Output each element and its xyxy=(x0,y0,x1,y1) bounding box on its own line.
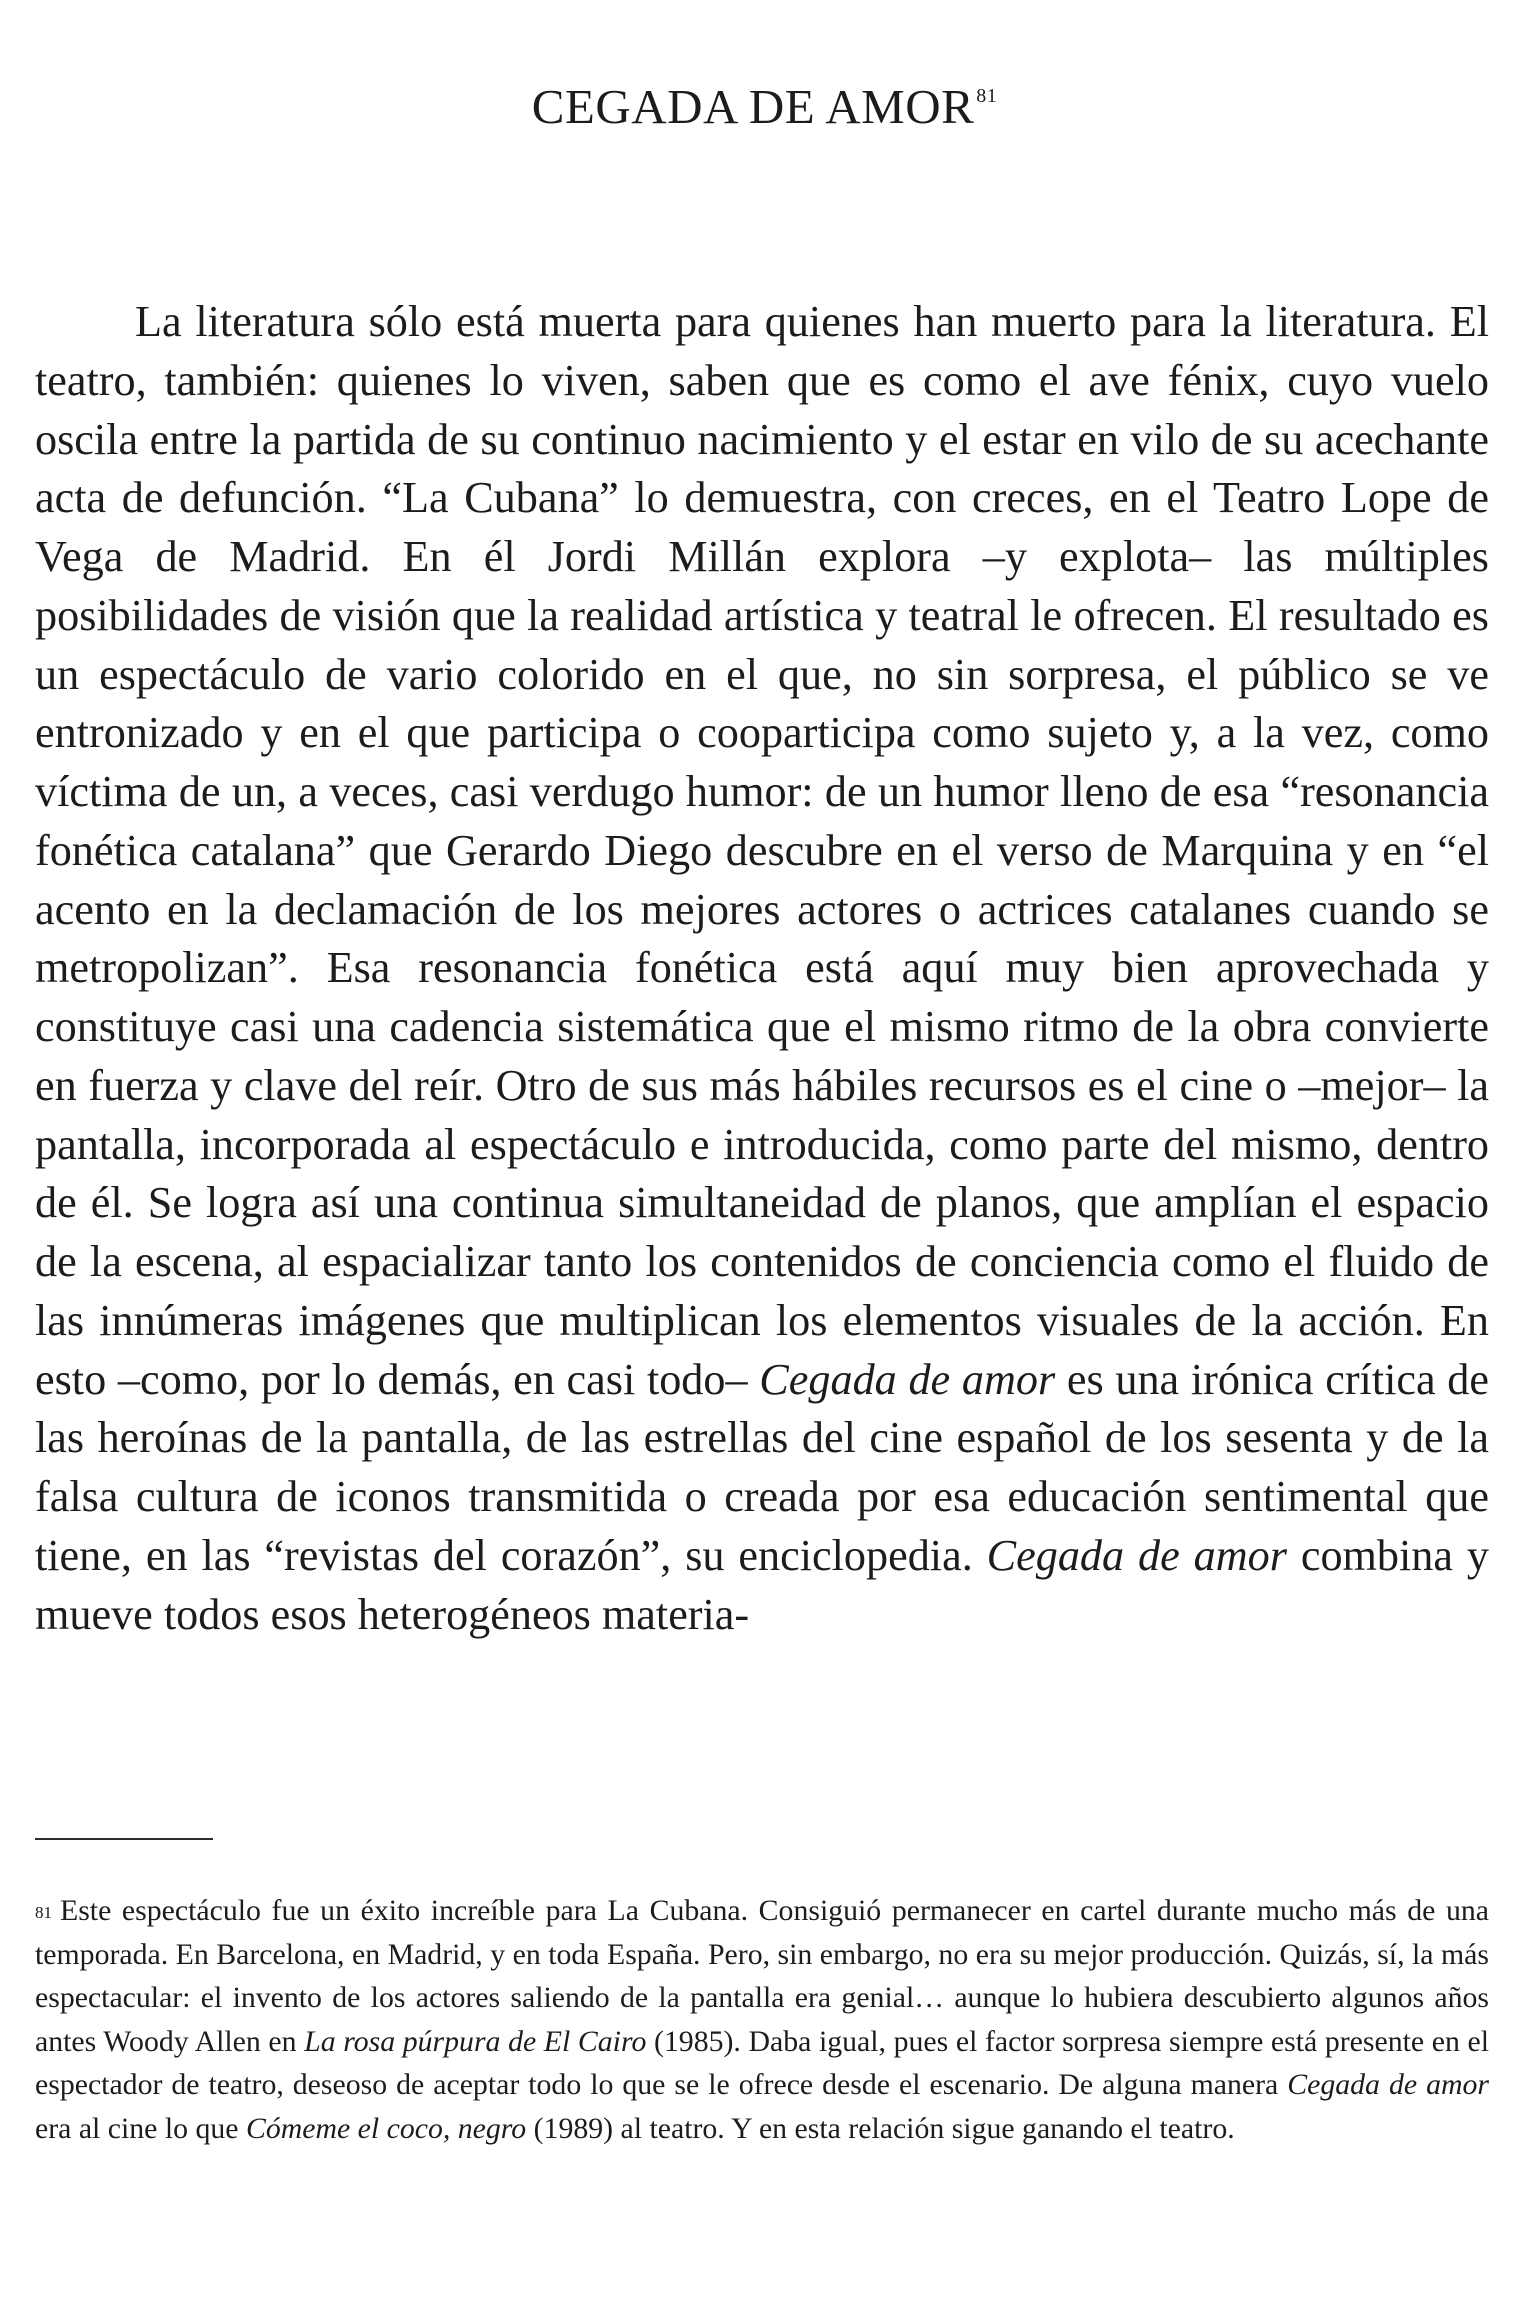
body-text-run: La literatura sólo está muerta para quienes han muerto para la literatura. El teatro, también: quienes lo viven, saben que es como el ave fénix, cuyo vuelo oscila entre la partida de su continuo nacimiento y el estar en vilo de su acechante acta de defunción. “La Cubana” lo demuestra, con creces, en el Teatro Lope de Vega de Madrid. En él Jordi Millán explora –y explota– las múltiples posibilidades de visión que la realidad artística y teatral le ofrecen. El resultado es un espectáculo de vario colorido en el que, no sin sorpresa, el público se ve entronizado y en el que participa o cooparticipa como sujeto y, a la vez, como víctima de un, a veces, casi verdugo humor: de un humor lleno de esa “resonancia fonética catalana” que Gerardo Diego descubre en el verso de Marquina y en “el acento en la declamación de los mejores actores o actrices catalanes cuando se metropolizan”. Esa resonancia fonética está aquí muy bien aprovechada y constituye casi una cadencia sistemática que el mismo ritmo de la obra convierte en fuerza y clave del reír. Otro de sus más hábiles recursos es el cine o –mejor– la pantalla, incorporada al espectáculo e introducida, como parte del mismo, dentro de él. Se logra así una continua simultaneidad de planos, que amplían el espacio de la escena, al espacializar tanto los contenidos de conciencia como el fluido de las innúmeras imágenes que multiplican los elementos visuales de la acción. En esto –como, por lo demás, en casi todo– xyxy=(35,297,1489,1404)
film-title-italic: La rosa púrpura de El Cairo xyxy=(304,2024,647,2058)
body-paragraph xyxy=(35,293,1489,1644)
work-title-italic: Cegada de amor xyxy=(986,1530,1287,1580)
chapter-title-text: CEGADA DE AMOR xyxy=(531,79,975,134)
footnote-text-run: Este espectáculo fue un éxito increíble para La Cubana. Consiguió permanecer en cartel durante mucho más de una temporada. En Barcelona, en Madrid, y en toda España. Pero, sin embargo, no era su mejor producción. Quizás, sí, la más espectacular: el invento de los actores saliendo de la pantalla era genial… aunque lo hubiera descubierto algunos años antes Woody Allen en xyxy=(35,1894,1489,2058)
work-title-italic: Cegada de amor xyxy=(1287,2068,1489,2101)
work-title-italic: Cegada de amor xyxy=(759,1354,1056,1404)
footnote-text-run: (1989) al teatro. Y en esta relación sigue ganando el teatro. xyxy=(526,2111,1235,2145)
footnote-divider xyxy=(35,1838,213,1840)
footnote-text-run: era al cine lo que xyxy=(35,2111,246,2145)
body-text-run: es una irónica crítica de las heroínas de la pantalla, de las estrellas del cine español de los sesenta y de la falsa cultura de iconos transmitida o creada por esa educación sentimental que tiene, en las “revistas del corazón”, su enciclopedia. xyxy=(35,1354,1489,1580)
footnote-paragraph xyxy=(35,1889,1489,2150)
footnote-text-run: (1985). Daba igual, pues el factor sorpresa siempre está presente en el espectador de teatro, deseoso de aceptar todo lo que se le ofrece desde el escenario. De alguna manera xyxy=(35,2024,1489,2101)
footnote-number: 81 xyxy=(35,1903,52,1922)
body-text-run: combina y mueve todos esos heterogéneos materia- xyxy=(35,1530,1489,1639)
footnote-reference: 81 xyxy=(976,85,998,107)
footnote xyxy=(35,1889,1489,2150)
work-title-italic: Cómeme el coco, negro xyxy=(245,2111,527,2145)
chapter-title xyxy=(0,79,1529,134)
body-text xyxy=(35,293,1489,1644)
